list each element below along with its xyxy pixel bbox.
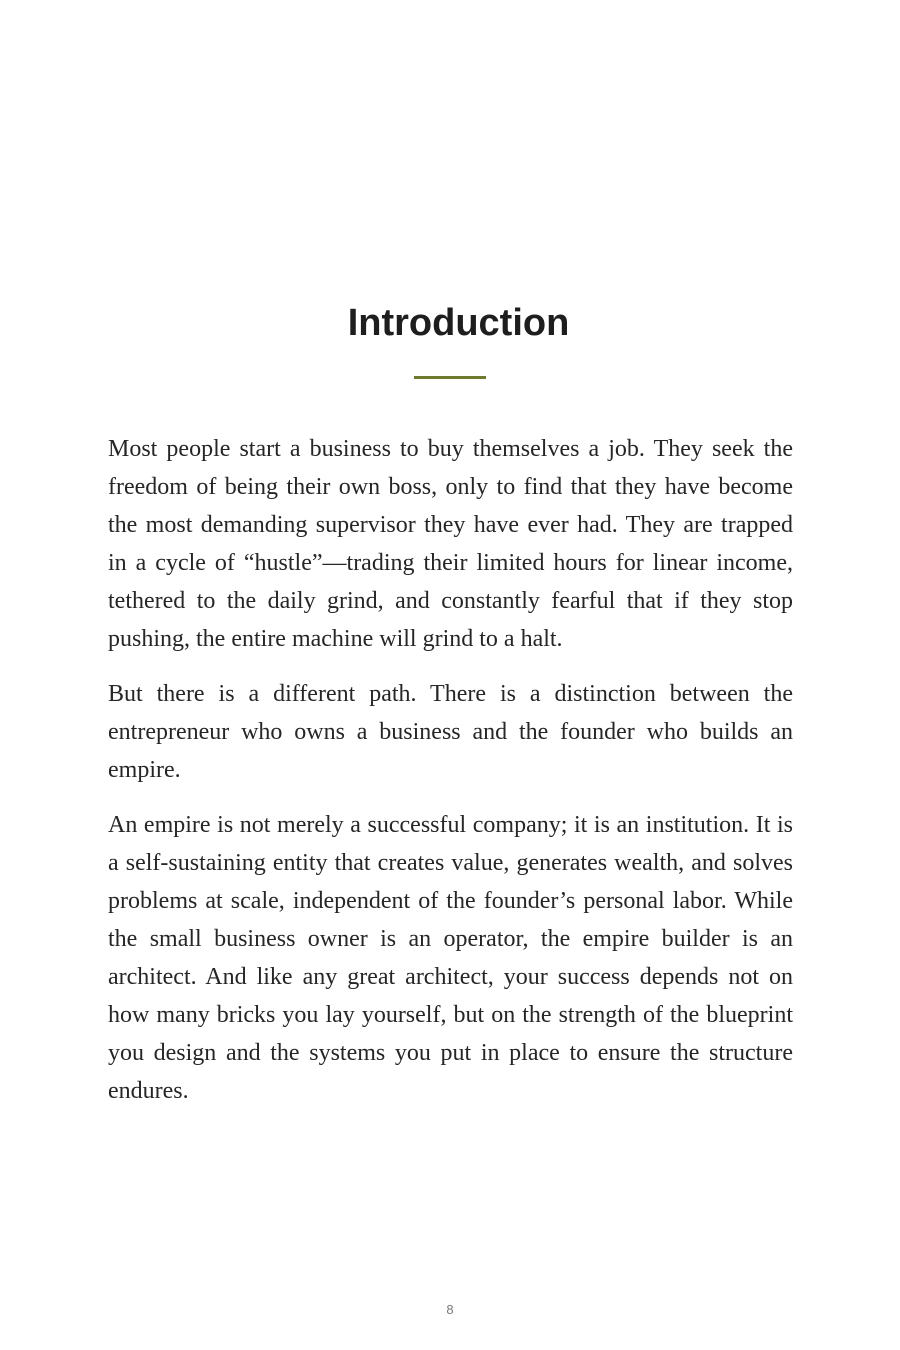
body-text bbox=[108, 430, 793, 1127]
title-underline-rule bbox=[414, 376, 486, 379]
paragraph-1: Most people start a business to buy themselves a job. They seek the freedom of being their own boss, only to find that they have become the most demanding supervisor they have ever had. They are trapped in a cycle of “hustle”—trading their limited hours for linear income, tethered to the daily grind, and constantly fearful that if they stop pushing, the entire machine will grind to a halt. bbox=[108, 436, 793, 652]
chapter-title: Introduction bbox=[347, 302, 570, 344]
page-number: 8 bbox=[446, 1302, 454, 1317]
paragraph-3: An empire is not merely a successful company; it is an institution. It is a self-sustaining entity that creates value, generates wealth, and solves problems at scale, independent of the founder’s personal labor. While the small business owner is an operator, the empire builder is an architect. And like any great architect, your success depends not on how many bricks you lay yourself, but on the strength of the blueprint you design and the systems you put in place to ensure the structure endures. bbox=[108, 812, 793, 1104]
paragraph-2: But there is a different path. There is a distinction between the entrepreneur who owns a business and the founder who builds an empire. bbox=[108, 681, 793, 783]
